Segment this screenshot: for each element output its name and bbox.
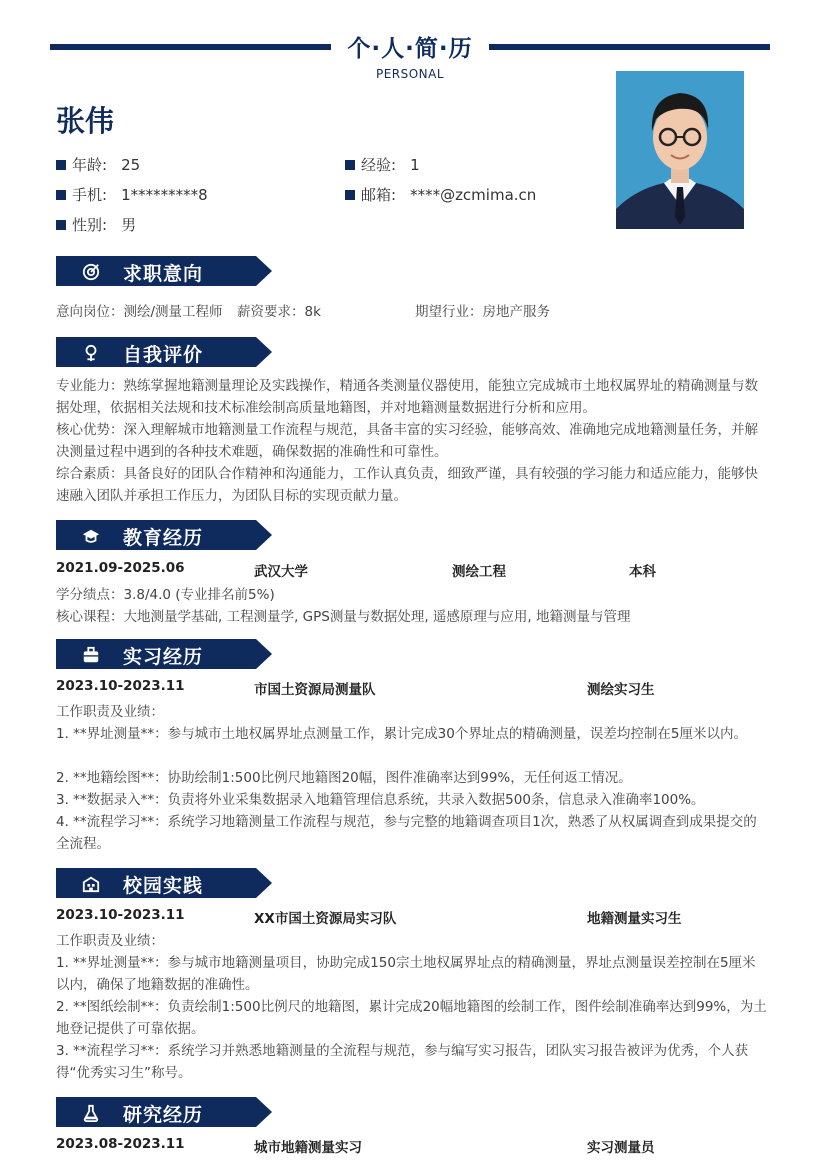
info-label: 性别: [72, 216, 108, 234]
info-label: 手机: [72, 186, 108, 204]
campus-item: 2. **图纸绘制**：负责绘制1:500比例尺的地籍图，累计完成20幅地籍图的绘制工作，图件绘制准确率达到99%，为土地登记提供了可靠依据。 [56, 999, 767, 1037]
campus-org: XX市国土资源局实习队 [254, 911, 397, 927]
avatar [616, 71, 744, 229]
header-line-left [50, 44, 331, 50]
info-value: 1*********8 [121, 185, 208, 204]
internship-role: 测绘实习生 [587, 682, 655, 698]
self-eval-paragraph: 专业能力：熟练掌握地籍测量理论及实践操作，精通各类测量仪器使用，能独立完成城市土地权属界址的精确测量与数据处理，依据相关法规和技术标准绘制高质量地籍图，并对地籍测量数据进行分析和应用。 [56, 378, 758, 416]
building-icon [82, 875, 100, 893]
info-value: 1 [410, 155, 420, 174]
info-email [345, 184, 536, 205]
target-icon [82, 263, 100, 281]
info-label: 经验: [361, 156, 397, 174]
research-org: 城市地籍测量实习 [254, 1140, 362, 1156]
bullet-square-icon [56, 160, 66, 170]
section-title: 自我评价 [123, 344, 204, 366]
self-eval-paragraph: 综合素质：具备良好的团队合作精神和沟通能力，工作认真负责，细致严谨，具有较强的学习能力和适应能力，能够快速融入团队并承担工作压力，为团队目标的实现贡献力量。 [56, 466, 758, 504]
section-header-self-eval [56, 337, 272, 367]
research-role: 实习测量员 [587, 1140, 655, 1156]
info-label: 邮箱: [361, 186, 397, 204]
graduation-cap-icon [82, 527, 100, 545]
intent-position: 意向岗位：测绘/测量工程师 [56, 304, 223, 320]
campus-item: 3. **流程学习**：系统学习并熟悉地籍测量的全流程与规范，参与编写实习报告，团队实习报告被评为优秀，个人获得“优秀实习生”称号。 [56, 1043, 749, 1081]
section-header-education [56, 520, 272, 550]
education-gpa: 学分绩点：3.8/4.0 (专业排名前5%) [56, 587, 275, 603]
info-value: 25 [121, 155, 141, 174]
info-experience [345, 154, 420, 175]
education-school: 武汉大学 [254, 564, 308, 580]
campus-item: 1. **界址测量**：参与城市地籍测量项目，协助完成150宗土地权属界址点的精确测量，界址点测量误差控制在5厘米以内，确保了地籍数据的准确性。 [56, 955, 756, 993]
info-value: ****@zcmima.cn [410, 185, 537, 204]
info-gender [56, 214, 136, 235]
section-header-internship [56, 639, 272, 669]
campus-intro: 工作职责及业绩： [56, 933, 164, 949]
education-major: 测绘工程 [452, 564, 506, 580]
info-label: 年龄: [72, 156, 108, 174]
bullet-square-icon [345, 160, 355, 170]
section-title: 校园实践 [123, 875, 204, 897]
info-phone [56, 184, 208, 205]
section-title: 研究经历 [123, 1104, 204, 1126]
self-eval-paragraph: 核心优势：深入理解城市地籍测量工作流程与规范，具备丰富的实习经验，能够高效、准确地完成地籍测量任务，并解决测量过程中遇到的各种技术难题，确保数据的准确性和可靠性。 [56, 422, 758, 460]
page-subtitle: PERSONAL [375, 67, 445, 81]
research-period: 2023.08-2023.11 [56, 1136, 185, 1152]
section-header-intent [56, 256, 272, 286]
badge-icon [82, 344, 100, 362]
section-header-research [56, 1097, 272, 1127]
info-age [56, 154, 140, 175]
internship-item: 4. **流程学习**：系统学习地籍测量工作流程与规范，参与完整的地籍调查项目1次，熟悉了从权属调查到成果提交的全流程。 [56, 814, 757, 852]
flask-icon [82, 1104, 100, 1122]
campus-period: 2023.10-2023.11 [56, 907, 185, 923]
page-title: 个·人·简·历 [347, 36, 473, 62]
info-value: 男 [121, 216, 137, 234]
section-title: 实习经历 [123, 646, 204, 668]
internship-item: 1. **界址测量**：参与城市土地权属界址点测量工作，累计完成30个界址点的精确测量，误差均控制在5厘米以内。 [56, 726, 747, 742]
section-title: 求职意向 [123, 263, 204, 285]
internship-period: 2023.10-2023.11 [56, 678, 185, 694]
education-period: 2021.09-2025.06 [56, 560, 185, 576]
header-line-right [489, 44, 770, 50]
section-title: 教育经历 [123, 527, 204, 549]
bullet-square-icon [56, 190, 66, 200]
internship-org: 市国土资源局测量队 [254, 682, 376, 698]
intent-industry: 期望行业：房地产服务 [415, 304, 550, 320]
intent-salary: 薪资要求：8k [237, 304, 321, 320]
profile-name: 张伟 [56, 104, 115, 138]
education-degree: 本科 [629, 564, 656, 580]
briefcase-icon [82, 646, 100, 664]
section-header-campus [56, 868, 272, 898]
internship-item: 3. **数据录入**：负责将外业采集数据录入地籍管理信息系统，共录入数据500条，信息录入准确率100%。 [56, 792, 705, 808]
campus-role: 地籍测量实习生 [587, 911, 682, 927]
internship-item: 2. **地籍绘图**：协助绘制1:500比例尺地籍图20幅，图件准确率达到99%，无任何返工情况。 [56, 770, 632, 786]
bullet-square-icon [56, 220, 66, 230]
education-courses: 核心课程：大地测量学基础, 工程测量学, GPS测量与数据处理, 遥感原理与应用, 地籍测量与管理 [56, 609, 631, 625]
bullet-square-icon [345, 190, 355, 200]
internship-intro: 工作职责及业绩： [56, 704, 164, 720]
